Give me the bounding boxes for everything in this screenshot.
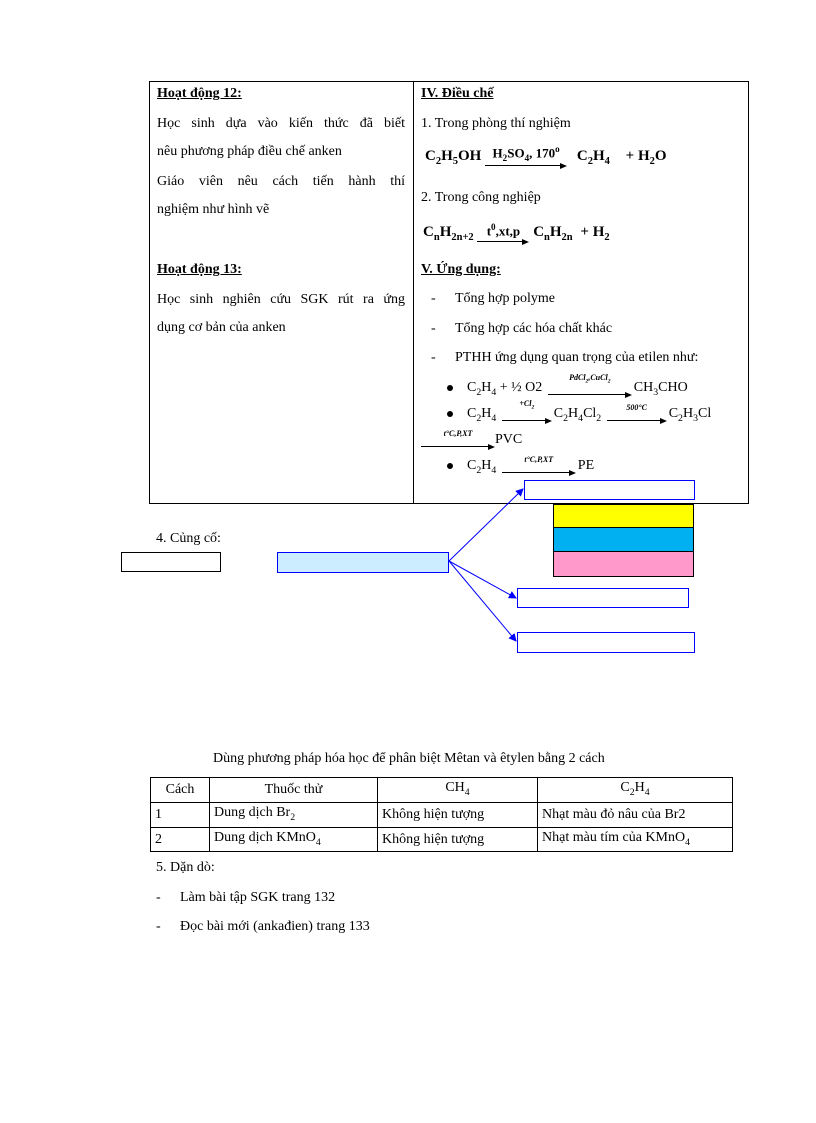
table-row [151, 802, 733, 827]
lab-eq-condition: $H_2SO_4$, 170$^o$ [492, 144, 560, 163]
comparison-caption: Dùng phương pháp hóa học để phân biệt Mêtan và êtylen bằng 2 cách [213, 751, 605, 766]
header-cell: Cách [151, 778, 210, 803]
table-row [151, 827, 733, 852]
application-item: - Tổng hợp các hóa chất khác [431, 321, 613, 336]
activity13-line: Học sinh nghiên cứu SGK rút ra ứng [157, 292, 405, 307]
industry-eq-reactant: $C_nH_{2n+2}$ [423, 224, 474, 244]
activity12-line: Học sinh dựa vào kiến thức đã biết [157, 116, 405, 131]
connector-arrow-bottom [449, 561, 516, 641]
r2-rhs: $C_2H_3Cl$ [668, 406, 712, 424]
lab-eq-product1: $C_2H_4$ [576, 148, 610, 168]
activity13-heading: Hoạt động 13: [157, 262, 242, 277]
industry-eq-product2: $H_2$ [592, 224, 610, 244]
homework-item: - Đọc bài mới (ankađien) trang 133 [156, 919, 370, 934]
consolidation-label: 4. Củng cố: [156, 531, 221, 546]
lab-eq-product2: $H_2O$ [637, 148, 667, 168]
application-item: - Tổng hợp polyme [431, 291, 555, 306]
r2b-condition: t°C,P,XT [443, 428, 473, 438]
applications-heading: V. Ứng dụng: [421, 262, 501, 277]
connector-arrow-top [449, 489, 523, 561]
activity12-line: nêu phương pháp điều chế anken [157, 144, 342, 159]
homework-item: - Làm bài tập SGK trang 132 [156, 890, 336, 905]
lab-method-label: 1. Trong phòng thí nghiệm [421, 116, 571, 131]
header-cell: Thuốc thử [210, 778, 378, 803]
industry-eq-product1: $C_nH_{2n}$ [533, 224, 573, 244]
r2-condition-2: 500°C [626, 402, 647, 412]
industry-eq-condition: $t^0,xt,p$ [486, 221, 521, 238]
r2-condition-1: $+Cl_2$ [519, 399, 535, 411]
r1-condition: PdCl$_2$,CuCl$_2$ [569, 373, 611, 385]
homework-label: 5. Dặn dò: [156, 860, 215, 875]
r1-rhs: $CH_3CHO$ [633, 380, 688, 398]
r2-mid: $C_2H_4Cl_2$ [553, 406, 602, 424]
table-cell: Nhạt màu tím của KMnO$_4$ [538, 827, 733, 852]
r3-rhs: PE [577, 458, 595, 473]
r1-lhs: $C_2H_4$ + ½ O2 [467, 380, 543, 398]
table-cell: Không hiện tượng [378, 802, 538, 827]
r3-lhs: $C_2H_4$ [467, 458, 497, 476]
r3-condition: t°C,P,XT [524, 454, 554, 464]
industry-eq-plus: + [580, 224, 589, 241]
activity12-heading: Hoạt động 12: [157, 86, 242, 101]
table-cell: 1 [151, 802, 210, 827]
comparison-table [150, 777, 733, 852]
industry-method-label: 2. Trong công nghiệp [421, 190, 541, 205]
table-cell: 2 [151, 827, 210, 852]
preparation-heading: IV. Điều chế [421, 86, 494, 101]
activity12-line: Giáo viên nêu cách tiến hành thí [157, 174, 405, 189]
table-header-row [151, 778, 733, 803]
lab-eq-plus: + [625, 148, 635, 165]
table-cell: Dung dịch KMnO$_4$ [210, 827, 378, 852]
lab-eq-reactant: $C_2H_5OH$ [425, 148, 482, 168]
table-cell: Dung dịch $Br_2$ [210, 802, 378, 827]
activity13-line: dụng cơ bản của anken [157, 320, 286, 335]
application-item: - PTHH ứng dụng quan trọng của etilen như: [431, 350, 699, 365]
connector-arrow-middle [449, 561, 516, 598]
table-cell: Không hiện tượng [378, 827, 538, 852]
r2-lhs: $C_2H_4$ [467, 406, 497, 424]
r2b-rhs: PVC [495, 432, 523, 447]
activity12-line: nghiệm như hình vẽ [157, 202, 270, 217]
table-cell: Nhạt màu đỏ nâu của Br2 [538, 802, 733, 827]
header-cell: $C_2H_4$ [538, 778, 733, 803]
header-cell: $CH_4$ [378, 778, 538, 803]
